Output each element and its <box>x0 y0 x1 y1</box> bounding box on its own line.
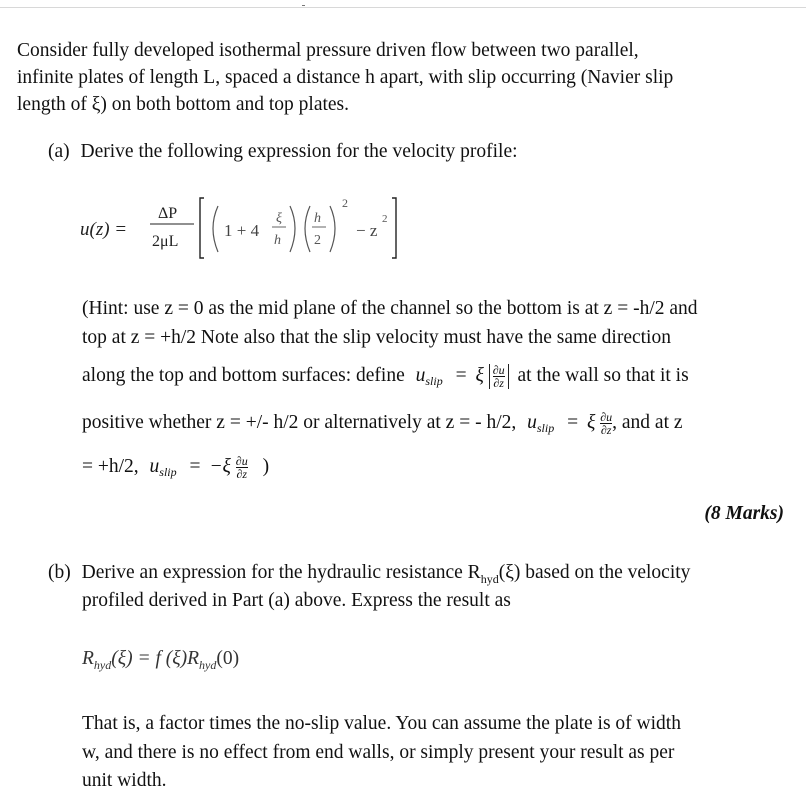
eq-h: h <box>274 233 281 248</box>
velocity-equation <box>80 190 420 265</box>
heq-sub2: hyd <box>199 658 217 672</box>
hint-dz: ∂z <box>493 376 504 390</box>
eq-two: 2 <box>314 233 321 248</box>
eq-lhs: u(z) = <box>80 219 128 240</box>
hint-line-3 <box>82 364 689 389</box>
hint-du-3: ∂u <box>235 454 248 468</box>
part-b-line-1 <box>48 562 690 584</box>
hint-slip-2: slip <box>536 420 555 435</box>
part-b-sub: hyd <box>480 572 499 586</box>
eq-h2: h <box>314 211 321 226</box>
hint-line-3-post: at the wall so that it is <box>517 364 689 386</box>
hint-du: ∂u <box>492 363 505 377</box>
part-b-label: (b) <box>48 562 71 583</box>
heq-r: R <box>82 648 94 669</box>
hint-frac-2 <box>600 411 612 436</box>
left-paren-2 <box>305 206 310 252</box>
closing-line-1: That is, a factor times the no-slip value. You can assume the plate is of width <box>82 713 681 734</box>
part-a-text: Derive the following expression for the velocity profile: <box>80 141 518 162</box>
hint-line-5-pre: = +h/2, <box>82 455 139 477</box>
left-paren-1 <box>213 206 218 252</box>
hint-line-1: (Hint: use z = 0 as the mid plane of the channel so the bottom is at z = -h/2 and <box>82 298 698 319</box>
hint-frac <box>493 364 505 389</box>
hint-eq-3: = <box>189 455 201 477</box>
eq-xi: ξ <box>276 211 282 226</box>
hint-frac-3 <box>236 455 248 480</box>
hint-line-5 <box>82 455 269 480</box>
hint-xi-2: ξ <box>586 411 596 433</box>
part-b-text-1: Derive an expression for the hydraulic resistance R <box>81 562 481 583</box>
hint-u-3: u <box>149 455 160 477</box>
closing-line-2: w, and there is no effect from end walls, or simply present your result as per <box>82 742 675 763</box>
hint-slip-3: slip <box>159 464 177 479</box>
part-a-question <box>48 141 518 163</box>
hint-eq-2: = <box>567 411 579 433</box>
hint-line-5-post: ) <box>262 455 270 477</box>
hydraulic-equation <box>82 648 239 670</box>
heq-arg: (ξ) = f (ξ)R <box>111 648 200 669</box>
eq-num: ΔP <box>158 205 178 222</box>
hint-xi: ξ <box>475 364 484 386</box>
hint-line-2: top at z = +h/2 Note also that the slip velocity must have the same direction <box>82 327 671 348</box>
hint-line-4-post: , and at z <box>612 411 683 433</box>
hint-slip: slip <box>425 373 443 388</box>
part-a-label: (a) <box>48 141 70 162</box>
eq-den: 2μL <box>152 233 179 250</box>
eq-exp: 2 <box>342 196 348 210</box>
hint-dz-2: ∂z <box>600 423 612 437</box>
hint-neg-xi: −ξ <box>209 455 231 477</box>
intro-paragraph <box>17 37 792 118</box>
hint-abs <box>489 364 509 389</box>
hint-line-4-pre: positive whether z = +/- h/2 or alternatively at z = - h/2, <box>82 411 517 433</box>
heq-sub: hyd <box>93 658 112 672</box>
intro-line-2: infinite plates of length L, spaced a distance h apart, with slip occurring (Navier slip <box>17 67 674 88</box>
right-bracket <box>392 198 396 258</box>
right-paren-1 <box>290 206 295 252</box>
part-b-text-1-post: (ξ) based on the velocity <box>498 562 691 583</box>
heq-arg2: (0) <box>216 648 240 669</box>
marks-label: (8 Marks) <box>704 503 784 524</box>
hint-dz-3: ∂z <box>236 467 248 481</box>
intro-line-1: Consider fully developed isothermal pressure driven flow between two parallel, <box>17 40 639 61</box>
top-mark <box>302 5 305 6</box>
eq-tail-exp: 2 <box>382 213 388 225</box>
right-paren-2 <box>330 206 335 252</box>
eq-tail: − z <box>356 221 378 240</box>
intro-line-3: length of ξ) on both bottom and top plates. <box>17 94 350 115</box>
hint-u-2: u <box>527 411 537 433</box>
left-bracket <box>200 198 204 258</box>
part-b-line-2: profiled derived in Part (a) above. Express the result as <box>82 590 511 611</box>
hint-du-2: ∂u <box>600 410 613 424</box>
hint-line-4 <box>82 411 683 436</box>
eq-one: 1 + 4 <box>224 221 260 240</box>
hint-u: u <box>415 364 426 386</box>
top-rule <box>0 7 806 8</box>
hint-line-3-pre: along the top and bottom surfaces: define <box>82 364 405 386</box>
closing-line-3: unit width. <box>82 770 167 791</box>
hint-eq: = <box>455 364 467 386</box>
